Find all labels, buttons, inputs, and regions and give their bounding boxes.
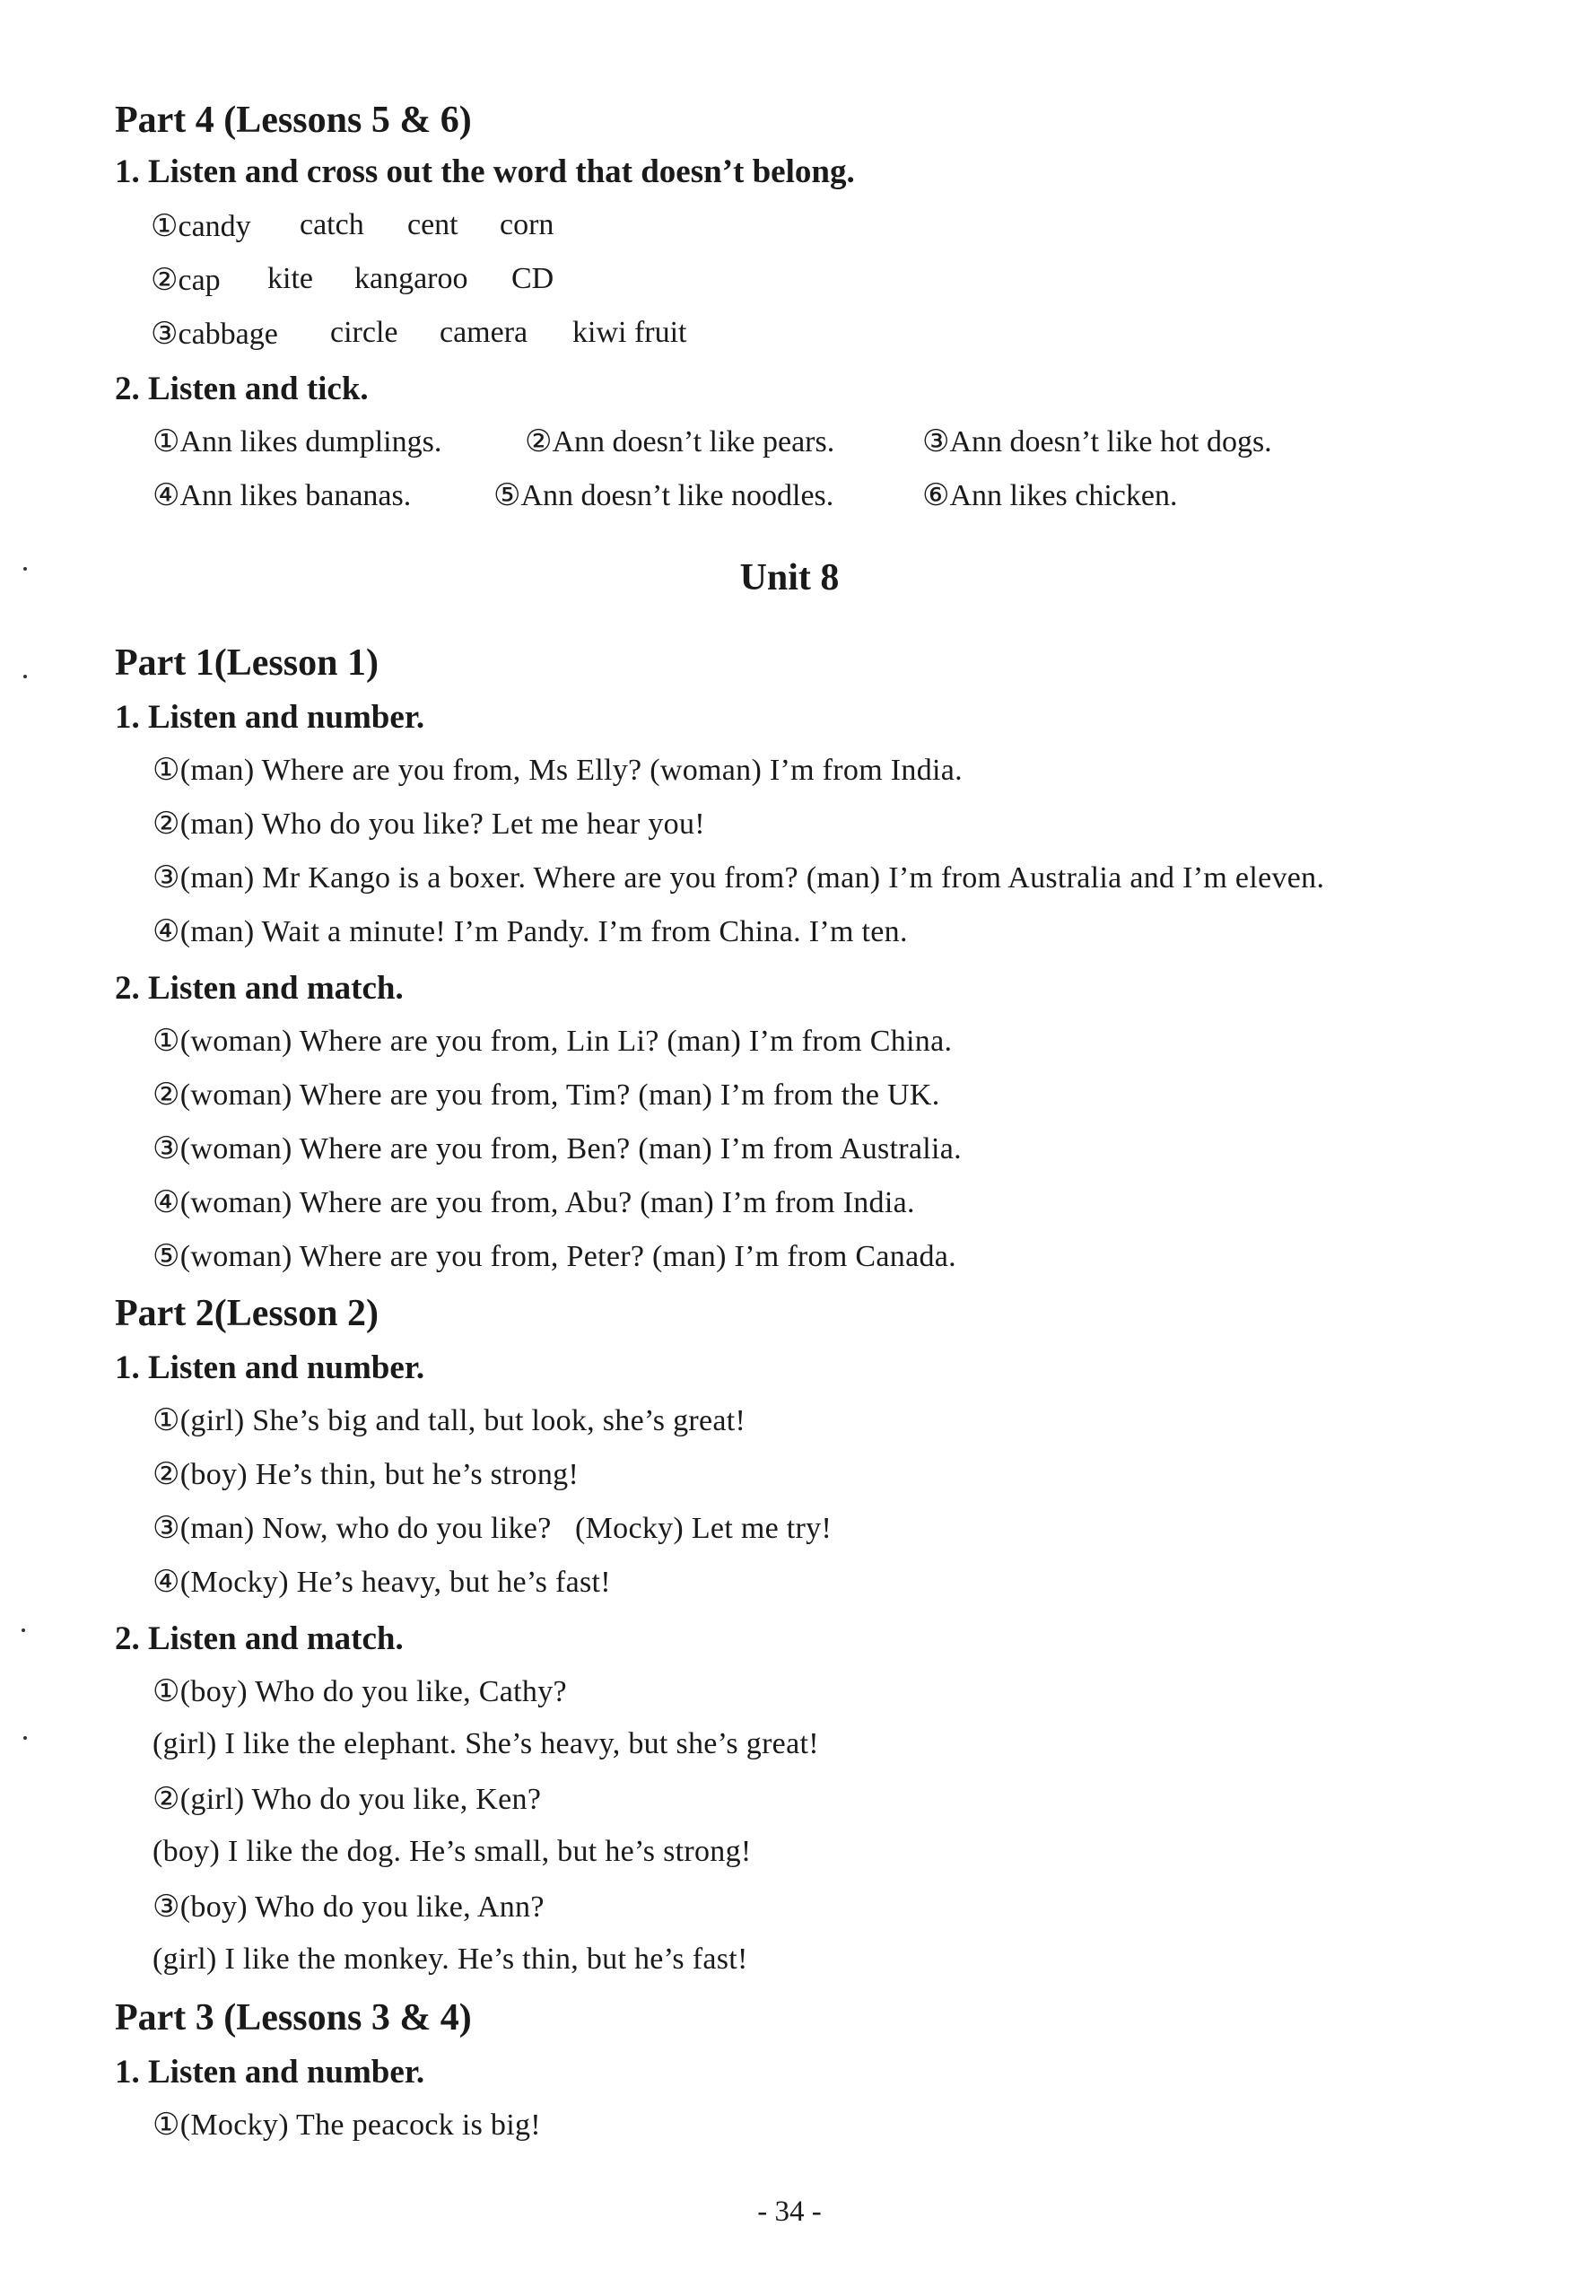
script-line: (boy) I like the dog. He’s small, but he’s strong! [153,1835,752,1868]
word: kite [267,262,313,295]
script-line: ⑤(woman) Where are you from, Peter? (man) I’m from Canada. [153,1240,956,1273]
part2-task1-title: 1. Listen and number. [115,1349,425,1386]
unit-title: Unit 8 [739,557,840,598]
word: kiwi fruit [572,316,687,349]
part3-title: Part 3 (Lessons 3 & 4) [115,1997,472,2038]
script-line: ③(man) Now, who do you like? (Mocky) Let me try! [153,1512,833,1545]
word: CD [511,262,554,295]
word: circle [330,316,398,349]
word: ③cabbage [151,318,278,351]
script-line: ①(boy) Who do you like, Cathy? [153,1675,567,1708]
script-line: ②(woman) Where are you from, Tim? (man) I’m from the UK. [153,1078,940,1112]
word: ②cap [151,264,221,297]
word: camera [440,316,528,349]
part4-task2-title: 2. Listen and tick. [115,371,369,407]
tick-item: ②Ann doesn’t like pears. [525,425,835,458]
script-line: ①(Mocky) The peacock is big! [153,2108,541,2142]
script-line: (girl) I like the elephant. She’s heavy, but she’s great! [153,1727,819,1760]
script-line: ①(man) Where are you from, Ms Elly? (woman) I’m from India. [153,754,963,787]
script-line: ①(girl) She’s big and tall, but look, she’s great! [153,1404,746,1437]
script-line: ④(Mocky) He’s heavy, but he’s fast! [153,1566,611,1599]
word: cent [407,208,458,241]
word: ①candy [151,210,251,243]
part1-title: Part 1(Lesson 1) [115,642,379,684]
scan-speck [23,675,27,678]
scan-speck [22,1628,25,1632]
script-line: ②(girl) Who do you like, Ken? [153,1783,542,1816]
tick-item: ①Ann likes dumplings. [153,425,442,458]
script-line: ③(woman) Where are you from, Ben? (man) I’m from Australia. [153,1132,962,1165]
tick-item: ④Ann likes bananas. [153,479,412,512]
tick-item: ③Ann doesn’t like hot dogs. [922,425,1272,458]
script-line: ①(woman) Where are you from, Lin Li? (man) I’m from China. [153,1025,953,1058]
word: catch [300,208,364,241]
part2-title: Part 2(Lesson 2) [115,1293,379,1334]
page-number: - 34 - [757,2196,822,2228]
part3-task1-title: 1. Listen and number. [115,2054,425,2091]
tick-item: ⑥Ann likes chicken. [922,479,1178,512]
script-line: ③(man) Mr Kango is a boxer. Where are you from? (man) I’m from Australia and I’m eleven. [153,861,1325,895]
scan-speck [23,1736,27,1740]
script-line: ②(man) Who do you like? Let me hear you! [153,808,705,841]
part4-title: Part 4 (Lessons 5 & 6) [115,100,472,141]
script-line: ④(man) Wait a minute! I’m Pandy. I’m from China. I’m ten. [153,915,908,948]
scan-speck [23,567,27,571]
word: kangaroo [354,262,468,295]
part4-task1-title: 1. Listen and cross out the word that doesn’t belong. [115,153,855,190]
tick-item: ⑤Ann doesn’t like noodles. [493,479,834,512]
part1-task1-title: 1. Listen and number. [115,699,425,736]
word: corn [500,208,554,241]
script-line: (girl) I like the monkey. He’s thin, but he’s fast! [153,1942,748,1976]
part1-task2-title: 2. Listen and match. [115,970,404,1007]
part2-task2-title: 2. Listen and match. [115,1620,404,1657]
script-line: ④(woman) Where are you from, Abu? (man) I’m from India. [153,1186,915,1219]
script-line: ②(boy) He’s thin, but he’s strong! [153,1458,580,1491]
script-line: ③(boy) Who do you like, Ann? [153,1890,545,1924]
